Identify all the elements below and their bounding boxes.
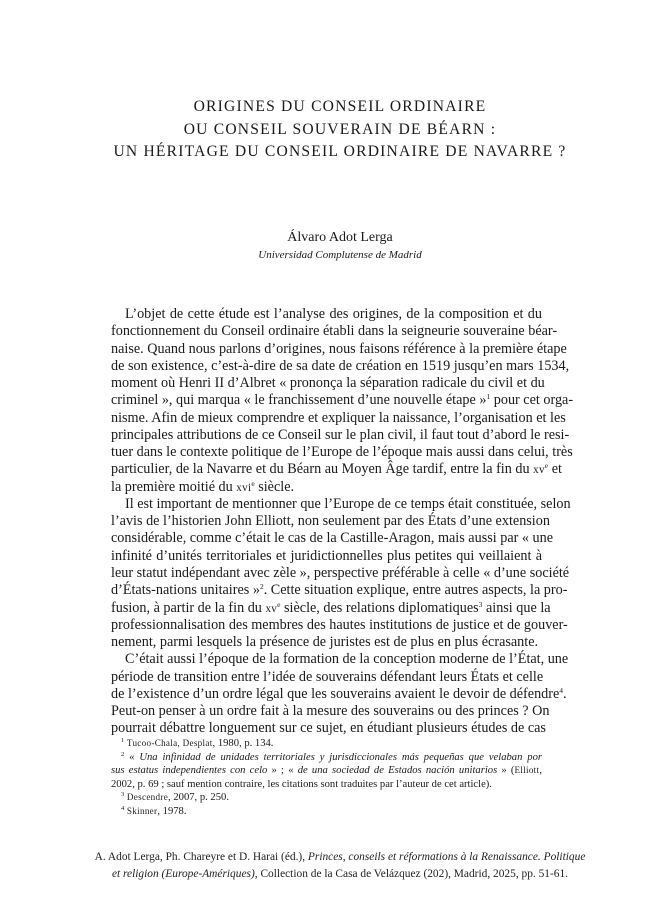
citation-line	[60, 849, 620, 866]
body-line	[111, 323, 558, 340]
body-line	[111, 530, 554, 547]
text-fragment: pour cet orga-	[490, 392, 574, 409]
text-fragment: de una sociedad de Estados nación unitarios	[297, 765, 498, 777]
body-line	[111, 703, 550, 720]
text-fragment: Peut-on penser à un ordre fait à la mesure des souverains ou des princes ? On	[111, 703, 550, 720]
citation-line	[60, 866, 620, 883]
text-fragment: 3	[121, 791, 125, 799]
text-fragment: xv	[265, 602, 278, 615]
article-body	[111, 306, 574, 738]
text-fragment: xvi	[236, 481, 252, 494]
body-line	[111, 599, 551, 617]
body-line	[111, 392, 574, 409]
text-fragment: » ; «	[267, 765, 298, 777]
text-fragment: siècle.	[254, 478, 295, 495]
article-title	[60, 96, 620, 164]
text-fragment: tuer dans le contexte politique de l’Europe de l’époque mais aussi dans celui, très	[111, 444, 573, 461]
footnote-3	[111, 791, 542, 805]
body-line	[111, 426, 570, 444]
text-fragment: infinité d’unités territoriales et juridictionnelles plus petites qui veillaient à	[111, 547, 542, 564]
title-line: UN HÉRITAGE DU CONSEIL ORDINAIRE DE NAVARRE ?	[113, 143, 567, 160]
text-fragment: A. Adot Lerga, Ph. Chareyre et D. Harai (éd.),	[94, 851, 308, 863]
text-fragment: criminel », qui marqua « le franchissement d’une nouvelle étape »	[111, 392, 487, 409]
text-fragment: pourrait débattre longuement sur ce sujet, en étudiant plusieurs études de cas	[111, 720, 546, 737]
text-fragment: 1	[121, 737, 125, 744]
text-fragment: d’États-nations unitaires »	[111, 582, 260, 599]
text-fragment: particulier, de la Navarre et du Béarn au Moyen Âge tardif, entre la fin du	[111, 461, 530, 478]
title-line: ORIGINES DU CONSEIL ORDINAIRE	[193, 98, 487, 115]
footnote-ref: 2	[259, 582, 264, 592]
text-fragment: xv	[533, 464, 545, 477]
text-fragment: sus estatus independientes con celo	[111, 765, 268, 777]
text-fragment: de son existence, c’est-à-dire de sa date de création en 1519 jusqu’en mars 1534,	[111, 357, 570, 374]
footnote-2-cont	[111, 778, 542, 792]
text-fragment: , 2007, p. 250.	[168, 792, 229, 804]
footnote-ref: 3	[478, 599, 483, 609]
body-line	[111, 495, 571, 513]
text-fragment: e	[251, 478, 255, 488]
text-fragment: . Cette situation explique, entre autres aspects, la pro-	[263, 582, 568, 599]
body-line	[111, 634, 542, 651]
body-line	[111, 357, 570, 375]
text-fragment: considérable, comme c’était le cas de la Castille-Aragon, mais aussi par « une	[111, 530, 554, 547]
body-line	[111, 564, 570, 582]
body-line	[111, 409, 566, 427]
body-line	[111, 548, 542, 565]
text-fragment: L’objet de cette étude est l’analyse des origines, de la composition et du	[125, 306, 542, 322]
body-line	[111, 720, 546, 737]
text-fragment: , Collection de la Casa de Velázquez (202), Madrid, 2025, pp. 51-61.	[254, 868, 569, 881]
text-fragment: l’avis de l’historien John Elliott, non seulement par des États d’une extension	[111, 513, 550, 530]
body-line	[111, 616, 568, 634]
text-fragment: , 1980, p. 134.	[212, 738, 274, 749]
text-fragment: naise. Quand nous parlons d’origines, nous faisons référence à la première étape	[111, 340, 567, 357]
text-fragment: Princes, conseils et réformations à la Renaissance. Politique	[307, 851, 586, 863]
text-fragment: fusion, à partir de la fin du	[111, 599, 262, 616]
citation-footer	[60, 849, 620, 884]
text-fragment: » (	[497, 765, 515, 777]
footnote-ref: 4	[559, 685, 564, 695]
footnote-2-cont	[111, 764, 542, 778]
text-fragment: professionnalisation des membres des hautes institutions de justice et de gouver-	[111, 616, 568, 633]
footnote-4	[111, 805, 542, 819]
text-fragment: Descendre	[126, 792, 169, 803]
text-fragment: de l’existence d’un ordre légal que les souverains avaient le devoir de défendre	[111, 685, 560, 702]
text-fragment: et religion (Europe-Amériques)	[111, 868, 255, 881]
text-fragment: 2002, p. 69 ; sauf mention contraire, les citations sont traduites par l’auteur de cet article).	[111, 778, 492, 790]
text-fragment: C’était aussi l’époque de la formation de la conception moderne de l’État, une	[125, 651, 569, 668]
text-fragment: nement, parmi lesquels la présence de juristes est de plus en plus écrasante.	[111, 634, 539, 651]
text-fragment: e	[544, 461, 549, 471]
text-fragment: Skinner	[126, 805, 158, 816]
text-fragment: et	[548, 461, 562, 478]
text-fragment: .	[563, 685, 567, 702]
text-fragment: Una infinidad de unidades territoriales y jurisdiccionales más pequeñas que velaban por	[139, 751, 542, 763]
body-line	[111, 479, 542, 496]
footnote-ref: 1	[486, 392, 491, 402]
text-fragment: Il est important de mentionner que l’Europe de ce temps était constituée, selon	[125, 495, 571, 512]
text-fragment: 4	[121, 804, 125, 812]
text-fragment: la première moitié du	[111, 478, 233, 495]
body-line	[111, 582, 568, 599]
text-fragment: fonctionnement du Conseil ordinaire établi dans la seigneurie souveraine béar-	[111, 323, 558, 340]
title-line: OU CONSEIL SOUVERAIN DE BÉARN :	[183, 120, 497, 138]
text-fragment: nisme. Afin de mieux comprendre et expliquer la naissance, l’organisation et les	[111, 409, 566, 426]
body-line	[111, 651, 569, 668]
text-fragment: e	[277, 599, 281, 609]
text-fragment: ainsi que la	[482, 599, 551, 616]
text-fragment: siècle, des relations diplomatiques	[280, 599, 479, 616]
text-fragment: 2	[121, 750, 125, 758]
footnotes	[111, 737, 542, 819]
text-fragment: leur statut indépendant avec zèle », perspective préférable à celle « d’une société	[111, 564, 570, 581]
footnote-1	[111, 737, 542, 751]
body-line	[111, 375, 545, 392]
text-fragment: Tucoo-Chala, Desplat	[126, 738, 213, 748]
text-fragment: ,	[539, 765, 542, 777]
text-fragment: période de transition entre l’idée de souverains défendant leurs États et celle	[111, 668, 544, 685]
body-line	[111, 669, 542, 686]
text-fragment: «	[129, 751, 140, 763]
text-fragment: moment où Henri II d’Albret « prononça la séparation radicale du civil et du	[111, 375, 545, 392]
body-line	[111, 306, 542, 323]
footnote-2	[111, 751, 542, 765]
body-line	[111, 685, 567, 703]
text-fragment: , 1978.	[157, 805, 187, 817]
body-line	[111, 513, 550, 530]
author-name: Álvaro Adot Lerga	[287, 230, 393, 245]
body-line	[111, 340, 567, 358]
text-fragment: Elliott	[514, 765, 540, 776]
body-line	[111, 461, 562, 478]
author-affiliation: Universidad Complutense de Madrid	[258, 249, 422, 261]
body-line	[111, 444, 573, 461]
text-fragment: principales attributions de ce Conseil sur le plan civil, il faut tout d’abord le resi-	[111, 426, 570, 443]
